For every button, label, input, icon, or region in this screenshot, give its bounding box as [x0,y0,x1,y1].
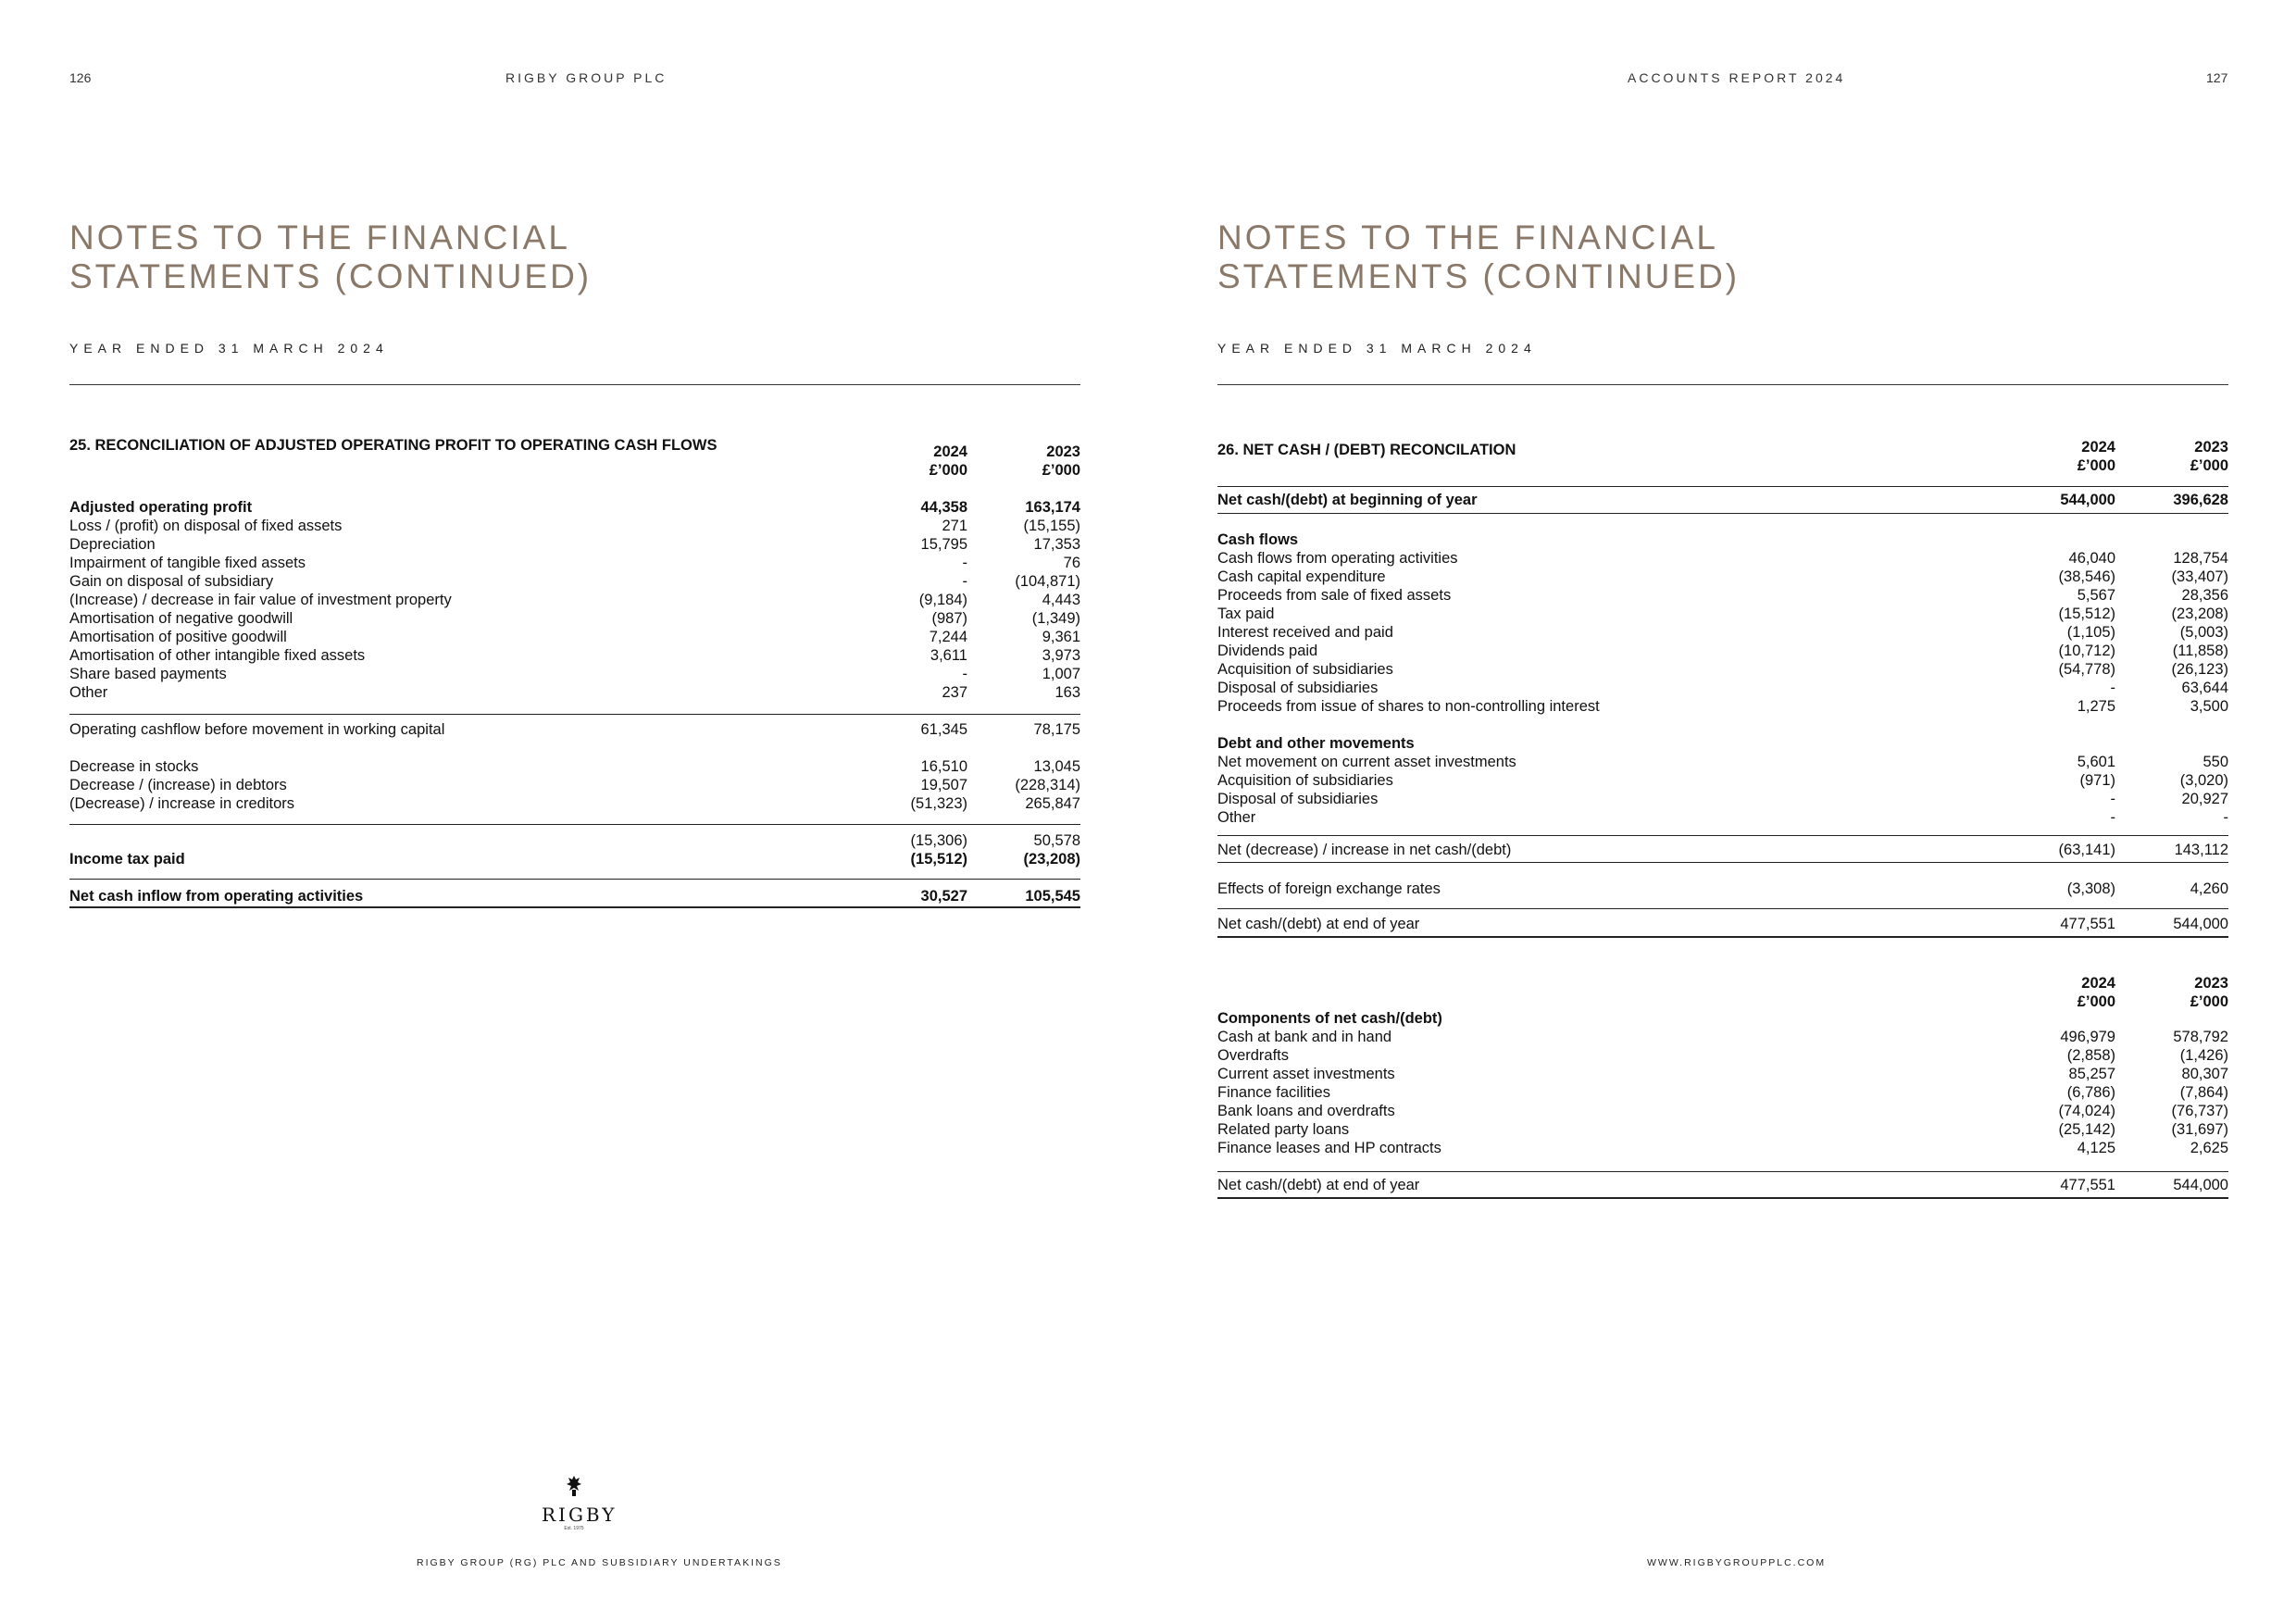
row-label: Current asset investments [1217,1066,1395,1082]
row-label: Dividends paid [1217,643,1318,659]
value-2023: 105,545 [1025,888,1080,905]
value-2023: 17,353 [1033,536,1080,553]
value-2023: 9,361 [1042,629,1080,645]
value-2023: (1,426) [2179,1047,2228,1064]
running-header: RIGBY GROUP PLC [505,70,668,85]
value-2024: - [2110,791,2115,807]
right-page [1148,0,2296,1623]
table-row [1148,660,2296,679]
column-header-2023 [979,443,1080,480]
row-label: Tax paid [1217,606,1275,622]
row-label: Share based payments [69,666,227,682]
value-2023: 544,000 [2173,1177,2228,1193]
value-2023: 163 [1054,684,1080,701]
rigby-logo [542,1475,618,1531]
logo-established: Est. 1975 [564,1526,584,1531]
column-year: 2024 [933,443,967,460]
table-row [1148,1065,2296,1083]
table-row [1148,586,2296,605]
table-row [1148,1176,2296,1194]
table-row [0,554,1148,572]
value-2024: - [962,555,967,571]
row-label: Overdrafts [1217,1047,1290,1064]
table-divider [1217,862,2228,863]
row-label: Income tax paid [69,851,185,868]
row-label: Proceeds from issue of shares to non-controlling interest [1217,698,1600,715]
column-year: 2024 [2081,975,2115,992]
value-2023: (26,123) [2171,661,2228,678]
table-row [1148,1083,2296,1102]
title-line-1: NOTES TO THE FINANCIAL [69,218,570,256]
value-2024: 44,358 [920,499,967,516]
row-label: Depreciation [69,536,156,553]
table-row [0,757,1148,776]
table-divider [69,824,1080,825]
column-unit: £’000 [2077,457,2115,474]
row-label: Disposal of subsidiaries [1217,791,1379,807]
table-row [0,517,1148,535]
row-label: Amortisation of positive goodwill [69,629,287,645]
value-2024: (1,105) [2066,624,2115,641]
column-unit: £’000 [1042,462,1080,479]
table-row [0,794,1148,813]
table-row [0,591,1148,609]
row-label: Operating cashflow before movement in working capital [69,721,445,738]
row-label: Net movement on current asset investments [1217,754,1516,770]
column-header-2024 [866,443,967,480]
value-2023: 578,792 [2173,1029,2228,1045]
table-row [1148,623,2296,642]
table-row [0,850,1148,868]
table-row [1148,531,2296,549]
row-label: Cash at bank and in hand [1217,1029,1392,1045]
year-subtitle: YEAR ENDED 31 MARCH 2024 [69,341,389,356]
value-2024: 544,000 [2060,492,2115,508]
value-2023: (7,864) [2179,1084,2228,1101]
value-2024: (74,024) [2058,1103,2115,1119]
row-label: Adjusted operating profit [69,499,253,516]
value-2023: 143,112 [2174,842,2228,858]
table-row [1148,568,2296,586]
value-2023: 3,973 [1042,647,1080,664]
table-row [1148,1120,2296,1139]
column-unit: £’000 [2190,457,2228,474]
value-2024: (63,141) [2058,842,2115,858]
row-label: Amortisation of negative goodwill [69,610,293,627]
value-2024: 61,345 [920,721,967,738]
table-row [1148,1102,2296,1120]
table-row [0,776,1148,794]
value-2023: (15,155) [1023,518,1080,534]
table-divider [69,714,1080,715]
table-row [0,572,1148,591]
value-2024: - [962,666,967,682]
row-label: Components of net cash/(debt) [1217,1010,1442,1027]
value-2023: 50,578 [1033,832,1080,849]
value-2024: 271 [942,518,967,534]
value-2024: 477,551 [2060,1177,2115,1193]
row-label: (Decrease) / increase in creditors [69,795,295,812]
row-label: Finance leases and HP contracts [1217,1140,1441,1156]
value-2023: 396,628 [2173,492,2228,508]
value-2023: 63,644 [2181,680,2228,696]
logo-wordmark: RIGBY [542,1504,618,1526]
table-row [0,498,1148,517]
row-label: Acquisition of subsidiaries [1217,661,1393,678]
value-2023: 13,045 [1033,758,1080,775]
value-2023: 544,000 [2173,916,2228,932]
section-title: 26. NET CASH / (DEBT) RECONCILATION [1217,442,1516,458]
header-divider [69,384,1080,385]
value-2024: (10,712) [2058,643,2115,659]
title-line-2: STATEMENTS (CONTINUED) [69,257,593,295]
row-label: Cash capital expenditure [1217,568,1386,585]
value-2023: (31,697) [2171,1121,2228,1138]
table-row [1148,790,2296,808]
value-2024: 16,510 [920,758,967,775]
page-number: 126 [69,70,92,85]
row-label: Decrease / (increase) in debtors [69,777,287,793]
value-2024: (51,323) [910,795,967,812]
row-label: Related party loans [1217,1121,1350,1138]
page-number: 127 [2206,70,2228,85]
table-row [1148,605,2296,623]
value-2023: 4,260 [2190,880,2228,897]
table-divider [1217,513,2228,514]
row-label: Loss / (profit) on disposal of fixed assets [69,518,343,534]
value-2023: (1,349) [1031,610,1080,627]
value-2024: (15,512) [910,851,967,868]
value-2024: 4,125 [2077,1140,2115,1156]
row-label: Acquisition of subsidiaries [1217,772,1393,789]
row-label: Finance facilities [1217,1084,1330,1101]
value-2023: 550 [2202,754,2228,770]
table-row [1148,1139,2296,1157]
table-row [1148,734,2296,753]
table-divider [69,879,1080,880]
table-row [1148,753,2296,771]
value-2024: (54,778) [2058,661,2115,678]
row-label: Debt and other movements [1217,735,1415,752]
year-subtitle: YEAR ENDED 31 MARCH 2024 [1217,341,1537,356]
crest-icon [564,1475,584,1497]
value-2024: 496,979 [2060,1029,2115,1045]
table-row [1148,491,2296,509]
value-2023: 20,927 [2181,791,2228,807]
row-label: Other [1217,809,1256,826]
value-2023: - [2223,809,2228,826]
column-year: 2023 [2194,439,2228,456]
value-2023: (3,020) [2179,772,2228,789]
value-2023: (23,208) [1023,851,1080,868]
value-2023: 78,175 [1033,721,1080,738]
column-unit: £’000 [2190,993,2228,1010]
table-total-rule [69,906,1080,908]
value-2023: 2,625 [2190,1140,2228,1156]
value-2024: (3,308) [2066,880,2115,897]
table-row [0,628,1148,646]
table-row [0,831,1148,850]
footer-website: WWW.RIGBYGROUPPLC.COM [1647,1557,1827,1568]
row-label: Cash flows from operating activities [1217,550,1458,567]
table-row [0,720,1148,739]
value-2023: 76 [1063,555,1080,571]
value-2024: (15,306) [910,832,967,849]
row-label: Amortisation of other intangible fixed assets [69,647,366,664]
row-label: Net cash inflow from operating activities [69,888,364,905]
title-line-1: NOTES TO THE FINANCIAL [1217,218,1718,256]
value-2024: 19,507 [920,777,967,793]
row-label: Gain on disposal of subsidiary [69,573,274,590]
components-header-2024 [2014,974,2115,1011]
value-2024: 46,040 [2068,550,2115,567]
value-2024: 85,257 [2068,1066,2115,1082]
value-2024: 7,244 [929,629,967,645]
table-row [0,887,1148,905]
table-row [1148,771,2296,790]
table-row [1148,1009,2296,1028]
row-label: (Increase) / decrease in fair value of investment property [69,592,452,608]
table-divider [1217,835,2228,836]
column-unit: £’000 [2077,993,2115,1010]
title-line-2: STATEMENTS (CONTINUED) [1217,257,1741,295]
table-row [1148,642,2296,660]
value-2024: 237 [942,684,967,701]
table-row [1148,1028,2296,1046]
table-row [1148,915,2296,933]
table-row [1148,697,2296,716]
row-label: Bank loans and overdrafts [1217,1103,1395,1119]
value-2024: (971) [2079,772,2115,789]
row-label: Effects of foreign exchange rates [1217,880,1441,897]
table-divider [1217,1171,2228,1172]
value-2024: 477,551 [2060,916,2115,932]
value-2024: - [2110,809,2115,826]
value-2024: 5,601 [2077,754,2115,770]
value-2023: (104,871) [1015,573,1080,590]
column-header-2023 [2127,438,2228,475]
table-row [1148,880,2296,898]
components-header-2023 [2127,974,2228,1011]
row-label: Net cash/(debt) at end of year [1217,916,1420,932]
table-row [1148,679,2296,697]
section-title: 25. RECONCILIATION OF ADJUSTED OPERATING PROFIT TO OPERATING CASH FLOWS [69,437,718,454]
table-row [0,535,1148,554]
value-2024: 1,275 [2077,698,2115,715]
header-divider [1217,384,2228,385]
row-label: Net cash/(debt) at end of year [1217,1177,1420,1193]
value-2024: 30,527 [920,888,967,905]
value-2023: 3,500 [2190,698,2228,715]
value-2023: (11,858) [2172,643,2228,659]
row-label: Net cash/(debt) at beginning of year [1217,492,1478,508]
value-2024: (15,512) [2058,606,2115,622]
row-label: Disposal of subsidiaries [1217,680,1379,696]
column-header-2024 [2014,438,2115,475]
column-year: 2023 [1046,443,1080,460]
table-row [0,646,1148,665]
value-2023: 28,356 [2181,587,2228,604]
row-label: Interest received and paid [1217,624,1393,641]
column-unit: £’000 [929,462,967,479]
value-2024: 5,567 [2077,587,2115,604]
column-year: 2023 [2194,975,2228,992]
table-row [1148,549,2296,568]
row-label: Cash flows [1217,531,1299,548]
table-total-rule [1217,1197,2228,1199]
row-label: Impairment of tangible fixed assets [69,555,306,571]
value-2024: 15,795 [920,536,967,553]
table-divider [1217,908,2228,909]
page-title [69,218,592,296]
table-row [1148,1046,2296,1065]
table-total-rule [1217,936,2228,938]
value-2023: (76,737) [2171,1103,2228,1119]
value-2023: 163,174 [1025,499,1080,516]
table-divider [1217,486,2228,487]
value-2024: (6,786) [2066,1084,2115,1101]
value-2023: 80,307 [2181,1066,2228,1082]
value-2024: (25,142) [2058,1121,2115,1138]
table-row [0,665,1148,683]
value-2023: 4,443 [1042,592,1080,608]
table-row [1148,808,2296,827]
running-header: ACCOUNTS REPORT 2024 [1628,70,1846,85]
value-2023: 265,847 [1025,795,1080,812]
value-2023: (5,003) [2179,624,2228,641]
value-2023: (228,314) [1015,777,1080,793]
row-label: Decrease in stocks [69,758,199,775]
row-label: Proceeds from sale of fixed assets [1217,587,1452,604]
value-2024: - [2110,680,2115,696]
value-2024: (987) [931,610,967,627]
row-label: Other [69,684,108,701]
footer-text: RIGBY GROUP (RG) PLC AND SUBSIDIARY UNDERTAKINGS [417,1557,782,1568]
value-2023: 128,754 [2173,550,2228,567]
page-title [1217,218,1740,296]
value-2024: (9,184) [918,592,967,608]
value-2023: (33,407) [2171,568,2228,585]
column-year: 2024 [2081,439,2115,456]
table-row [0,609,1148,628]
value-2024: - [962,573,967,590]
value-2024: 3,611 [930,647,967,664]
value-2023: 1,007 [1042,666,1080,682]
value-2024: (2,858) [2066,1047,2115,1064]
value-2024: (38,546) [2058,568,2115,585]
table-row [0,683,1148,702]
row-label: Net (decrease) / increase in net cash/(debt) [1217,842,1512,858]
value-2023: (23,208) [2171,606,2228,622]
table-row [1148,841,2296,859]
